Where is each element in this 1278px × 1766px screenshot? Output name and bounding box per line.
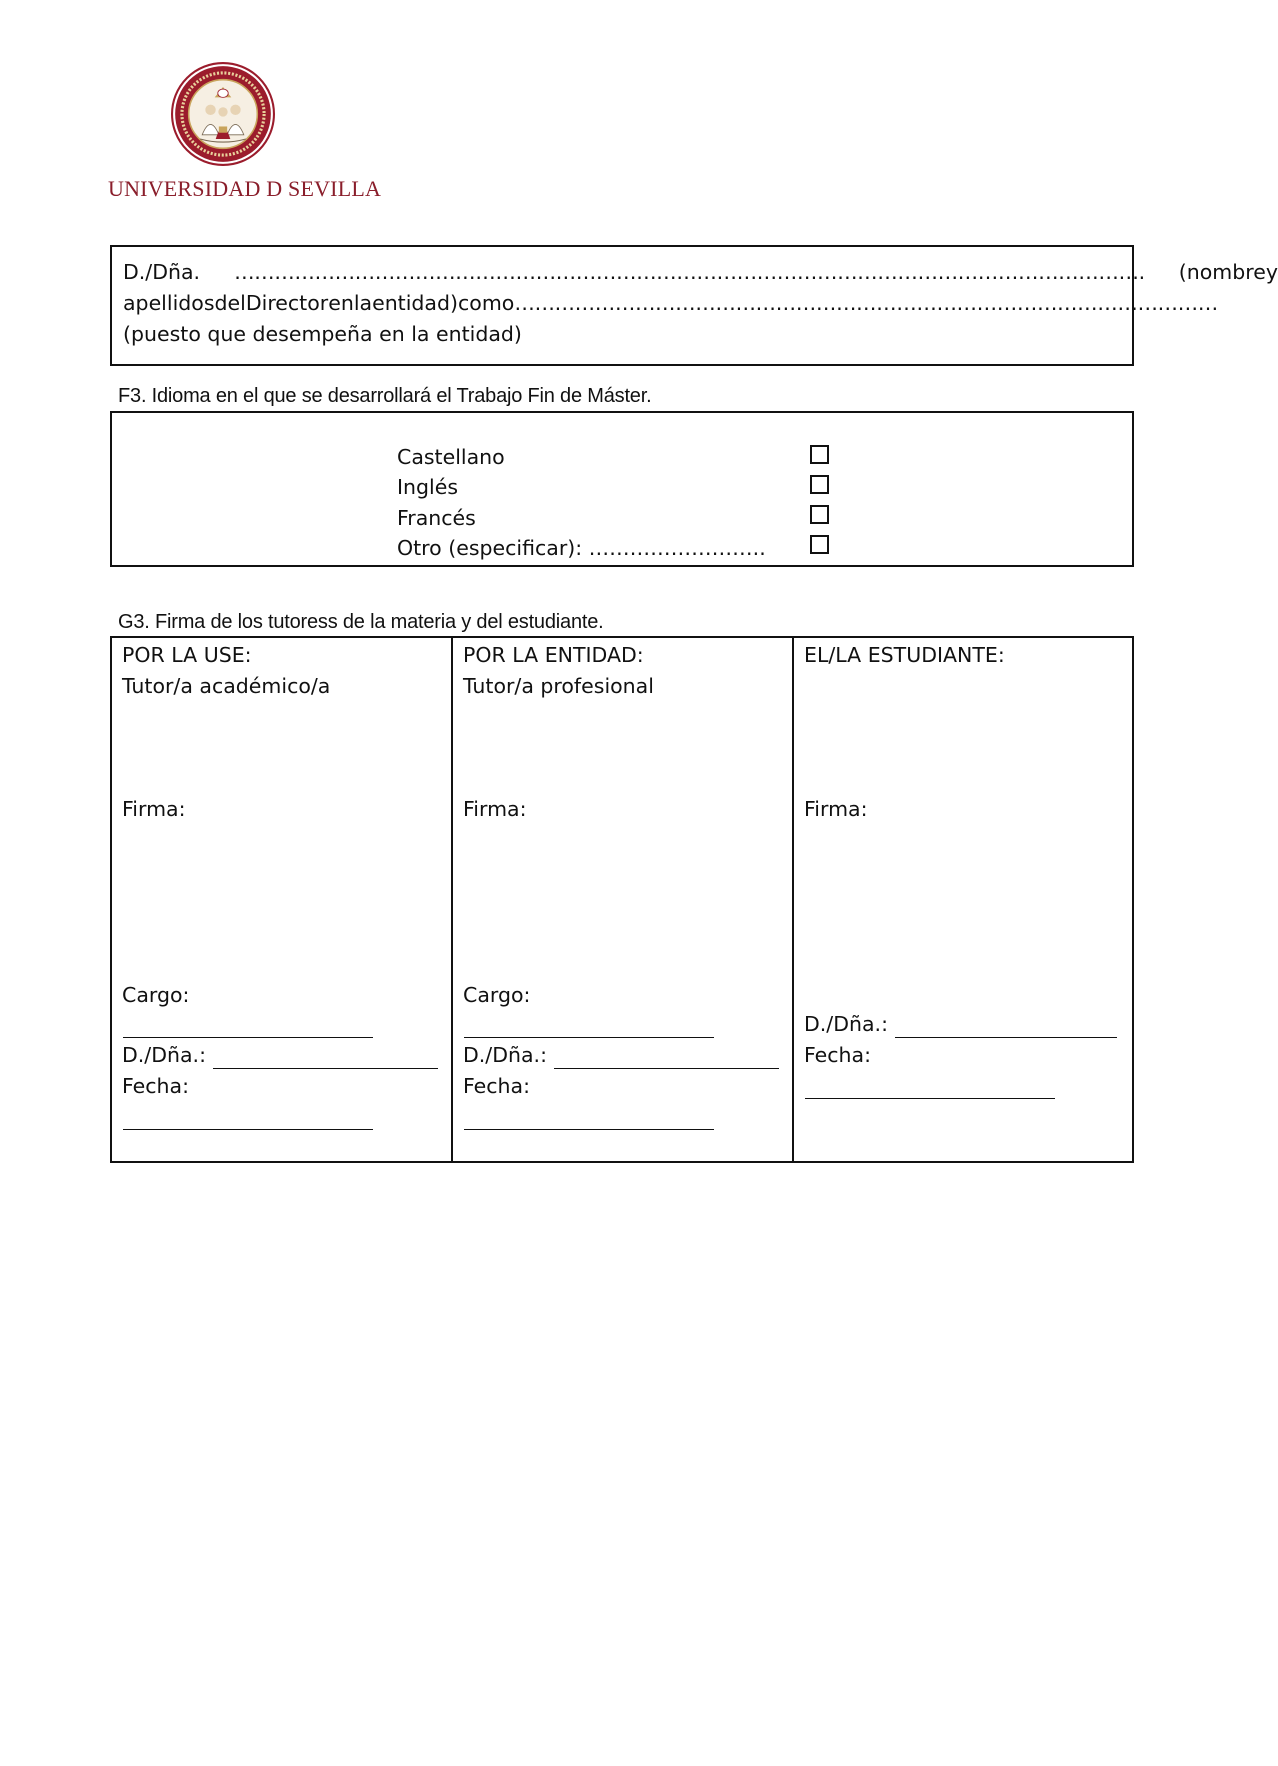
fecha-label: Fecha: [122,1074,190,1098]
cargo-blank[interactable] [464,1037,714,1038]
firma-label: Firma: [122,797,186,821]
language-option-label: Castellano [397,445,505,469]
signature-table [110,636,1134,1163]
director-line2-word: apellidos [123,291,215,315]
director-hint-1: (nombre [1178,260,1266,284]
language-option-label: Inglés [397,475,459,499]
language-option-label: Francés [397,506,476,530]
cargo-label: Cargo: [122,983,190,1007]
column-subtitle: Tutor/a académico/a [122,674,331,698]
director-line2-word: como [458,291,515,315]
column-title: POR LA USE: [122,643,252,667]
fecha-blank[interactable] [123,1129,373,1130]
name-blank[interactable] [895,1037,1117,1038]
column-title: POR LA ENTIDAD: [463,643,644,667]
language-option-label: Otro (especificar): …………………….. [397,536,766,560]
director-info-box [110,245,1278,366]
language-checkbox-otro[interactable] [810,535,829,554]
signature-section-heading: G3. Firma de los tutoress de la materia y del estudiante. [118,611,604,633]
university-name: UNIVERSIDAD D SEVILLA [108,176,382,201]
fecha-label: Fecha: [804,1043,872,1067]
director-position-blank[interactable]: …………………………………………………………………………………………… [514,291,1218,315]
director-line2-word: entidad) [372,291,459,315]
university-seal-logo [171,62,275,166]
language-options-box [110,411,1134,567]
language-checkbox-ingles[interactable] [810,475,829,494]
language-checkbox-castellano[interactable] [810,445,829,464]
cargo-label: Cargo: [463,983,531,1007]
fecha-label: Fecha: [463,1074,531,1098]
director-line2-word: Director [245,291,329,315]
director-line2-word: del [214,291,246,315]
name-label: D./Dña.: [122,1043,206,1067]
cargo-blank[interactable] [123,1037,373,1038]
director-line-2 [123,288,1218,319]
name-blank[interactable] [554,1068,779,1069]
column-title: EL/LA ESTUDIANTE: [804,643,1005,667]
director-line-3 [123,319,1122,350]
director-line-1 [123,257,1278,288]
column-subtitle: Tutor/a profesional [463,674,654,698]
director-line2-word: en [328,291,354,315]
director-position-hint: (puesto que desempeña en la entidad) [123,322,522,346]
director-line2-word: la [353,291,373,315]
director-name-blank[interactable]: ………………………………………………………………………………………………………………………. [234,260,1145,284]
language-section-heading: F3. Idioma en el que se desarrollará el Trabajo Fin de Máster. [118,385,652,407]
signature-column-entidad [453,638,794,1161]
firma-label: Firma: [463,797,527,821]
director-prefix: D./Dña. [123,260,201,284]
firma-label: Firma: [804,797,868,821]
language-checkbox-frances[interactable] [810,505,829,524]
signature-column-estudiante [794,638,1132,1161]
fecha-blank[interactable] [805,1098,1055,1099]
name-label: D./Dña.: [804,1012,888,1036]
director-hint-2: y [1265,260,1278,284]
signature-column-use [112,638,453,1161]
fecha-blank[interactable] [464,1129,714,1130]
name-blank[interactable] [213,1068,438,1069]
name-label: D./Dña.: [463,1043,547,1067]
